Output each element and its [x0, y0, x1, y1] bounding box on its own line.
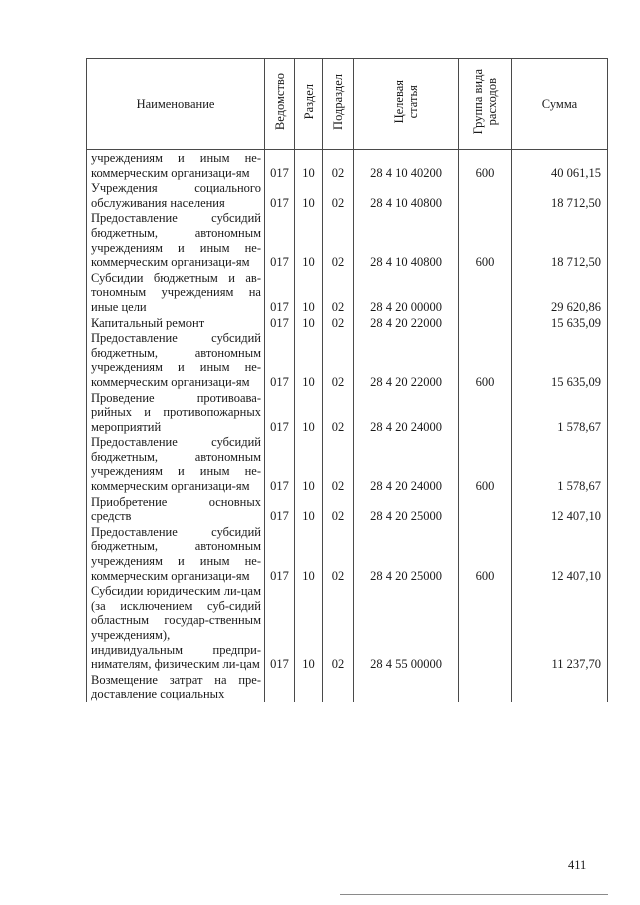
cell-amount: 15 635,09 — [512, 330, 608, 389]
cell-subsection: 02 — [323, 315, 354, 331]
cell-expense-group — [459, 583, 512, 672]
cell-subsection: 02 — [323, 210, 354, 269]
cell-subsection — [323, 672, 354, 702]
cell-amount: 15 635,09 — [512, 315, 608, 331]
header-expense-group-line1: Группа вида — [471, 69, 485, 135]
cell-expense-group: 600 — [459, 330, 512, 389]
cell-amount: 1 578,67 — [512, 390, 608, 435]
cell-department: 017 — [265, 434, 295, 493]
cell-expense-group — [459, 672, 512, 702]
bottom-rule — [340, 894, 608, 895]
cell-name: Учреждения социального обслуживания населения — [87, 180, 265, 210]
cell-section: 10 — [295, 315, 323, 331]
cell-expense-group — [459, 315, 512, 331]
cell-subsection: 02 — [323, 180, 354, 210]
table-row — [87, 583, 608, 672]
cell-department: 017 — [265, 390, 295, 435]
cell-section — [295, 672, 323, 702]
cell-subsection: 02 — [323, 583, 354, 672]
header-expense-group — [459, 59, 512, 150]
cell-section: 10 — [295, 434, 323, 493]
cell-expense-group — [459, 390, 512, 435]
cell-subsection: 02 — [323, 330, 354, 389]
cell-section: 10 — [295, 330, 323, 389]
cell-amount: 12 407,10 — [512, 494, 608, 524]
cell-target-article: 28 4 20 24000 — [354, 434, 459, 493]
cell-department: 017 — [265, 583, 295, 672]
header-target-article-line1: Целевая — [392, 80, 406, 124]
cell-subsection: 02 — [323, 494, 354, 524]
cell-name: Приобретение основных средств — [87, 494, 265, 524]
page-number: 411 — [568, 858, 587, 872]
budget-table — [86, 58, 608, 702]
cell-section: 10 — [295, 210, 323, 269]
cell-target-article: 28 4 10 40200 — [354, 150, 459, 181]
table-row — [87, 180, 608, 210]
cell-amount: 18 712,50 — [512, 180, 608, 210]
cell-amount: 29 620,86 — [512, 270, 608, 315]
cell-section: 10 — [295, 180, 323, 210]
table-header-row — [87, 59, 608, 150]
cell-section: 10 — [295, 524, 323, 583]
cell-target-article: 28 4 20 25000 — [354, 524, 459, 583]
cell-department: 017 — [265, 210, 295, 269]
cell-name: Проведение противоава-рийных и противопожарных мероприятий — [87, 390, 265, 435]
cell-target-article: 28 4 20 24000 — [354, 390, 459, 435]
table-row — [87, 390, 608, 435]
cell-name: Предоставление субсидий бюджетным, автономным учреждениям и иным не-коммерческим организаци-ям — [87, 524, 265, 583]
cell-expense-group — [459, 494, 512, 524]
cell-target-article: 28 4 20 25000 — [354, 494, 459, 524]
cell-expense-group: 600 — [459, 524, 512, 583]
cell-subsection: 02 — [323, 150, 354, 181]
cell-name: Субсидии бюджетным и ав-тономным учреждениям на иные цели — [87, 270, 265, 315]
table-row — [87, 330, 608, 389]
cell-section: 10 — [295, 390, 323, 435]
table-row — [87, 672, 608, 702]
header-amount: Сумма — [512, 59, 608, 150]
cell-name: Предоставление субсидий бюджетным, автономным учреждениям и иным не-коммерческим организаци-ям — [87, 434, 265, 493]
cell-amount: 18 712,50 — [512, 210, 608, 269]
cell-amount — [512, 672, 608, 702]
cell-target-article: 28 4 20 22000 — [354, 315, 459, 331]
cell-section: 10 — [295, 270, 323, 315]
cell-expense-group: 600 — [459, 210, 512, 269]
cell-amount: 40 061,15 — [512, 150, 608, 181]
cell-department — [265, 672, 295, 702]
table-body — [87, 150, 608, 702]
cell-name: учреждениям и иным не-коммерческим организаци-ям — [87, 150, 265, 181]
cell-target-article: 28 4 10 40800 — [354, 180, 459, 210]
cell-subsection: 02 — [323, 434, 354, 493]
cell-section: 10 — [295, 494, 323, 524]
cell-name: Субсидии юридическим ли-цам (за исключением суб-сидий областным государ-ственным учреждениям), индивидуальным предпри-нимателям, физическим ли-цам — [87, 583, 265, 672]
cell-target-article: 28 4 55 00000 — [354, 583, 459, 672]
cell-section: 10 — [295, 150, 323, 181]
header-target-article-line2: статья — [406, 85, 420, 119]
cell-department: 017 — [265, 270, 295, 315]
table-row — [87, 210, 608, 269]
cell-target-article: 28 4 20 00000 — [354, 270, 459, 315]
cell-name: Предоставление субсидий бюджетным, автономным учреждениям и иным не-коммерческим организаци-ям — [87, 330, 265, 389]
table-row — [87, 494, 608, 524]
cell-department: 017 — [265, 150, 295, 181]
cell-department: 017 — [265, 330, 295, 389]
cell-expense-group — [459, 270, 512, 315]
cell-name: Предоставление субсидий бюджетным, автономным учреждениям и иным не-коммерческим организаци-ям — [87, 210, 265, 269]
cell-name: Возмещение затрат на пре-доставление социальных — [87, 672, 265, 702]
header-expense-group-line2: расходов — [485, 78, 499, 126]
cell-name: Капитальный ремонт — [87, 315, 265, 331]
table-row — [87, 524, 608, 583]
cell-amount: 1 578,67 — [512, 434, 608, 493]
cell-amount: 11 237,70 — [512, 583, 608, 672]
cell-department: 017 — [265, 524, 295, 583]
cell-target-article — [354, 672, 459, 702]
cell-target-article: 28 4 10 40800 — [354, 210, 459, 269]
cell-subsection: 02 — [323, 270, 354, 315]
cell-target-article: 28 4 20 22000 — [354, 330, 459, 389]
table-row — [87, 270, 608, 315]
cell-expense-group — [459, 180, 512, 210]
cell-expense-group: 600 — [459, 434, 512, 493]
cell-department: 017 — [265, 494, 295, 524]
cell-expense-group: 600 — [459, 150, 512, 181]
table-row — [87, 150, 608, 181]
header-target-article — [354, 59, 459, 150]
header-department: Ведомство — [265, 59, 295, 150]
table-row — [87, 434, 608, 493]
cell-subsection: 02 — [323, 524, 354, 583]
header-name: Наименование — [87, 59, 265, 150]
header-section: Раздел — [295, 59, 323, 150]
cell-subsection: 02 — [323, 390, 354, 435]
table-row — [87, 315, 608, 331]
cell-department: 017 — [265, 180, 295, 210]
header-subsection: Подраздел — [323, 59, 354, 150]
cell-section: 10 — [295, 583, 323, 672]
cell-amount: 12 407,10 — [512, 524, 608, 583]
cell-department: 017 — [265, 315, 295, 331]
